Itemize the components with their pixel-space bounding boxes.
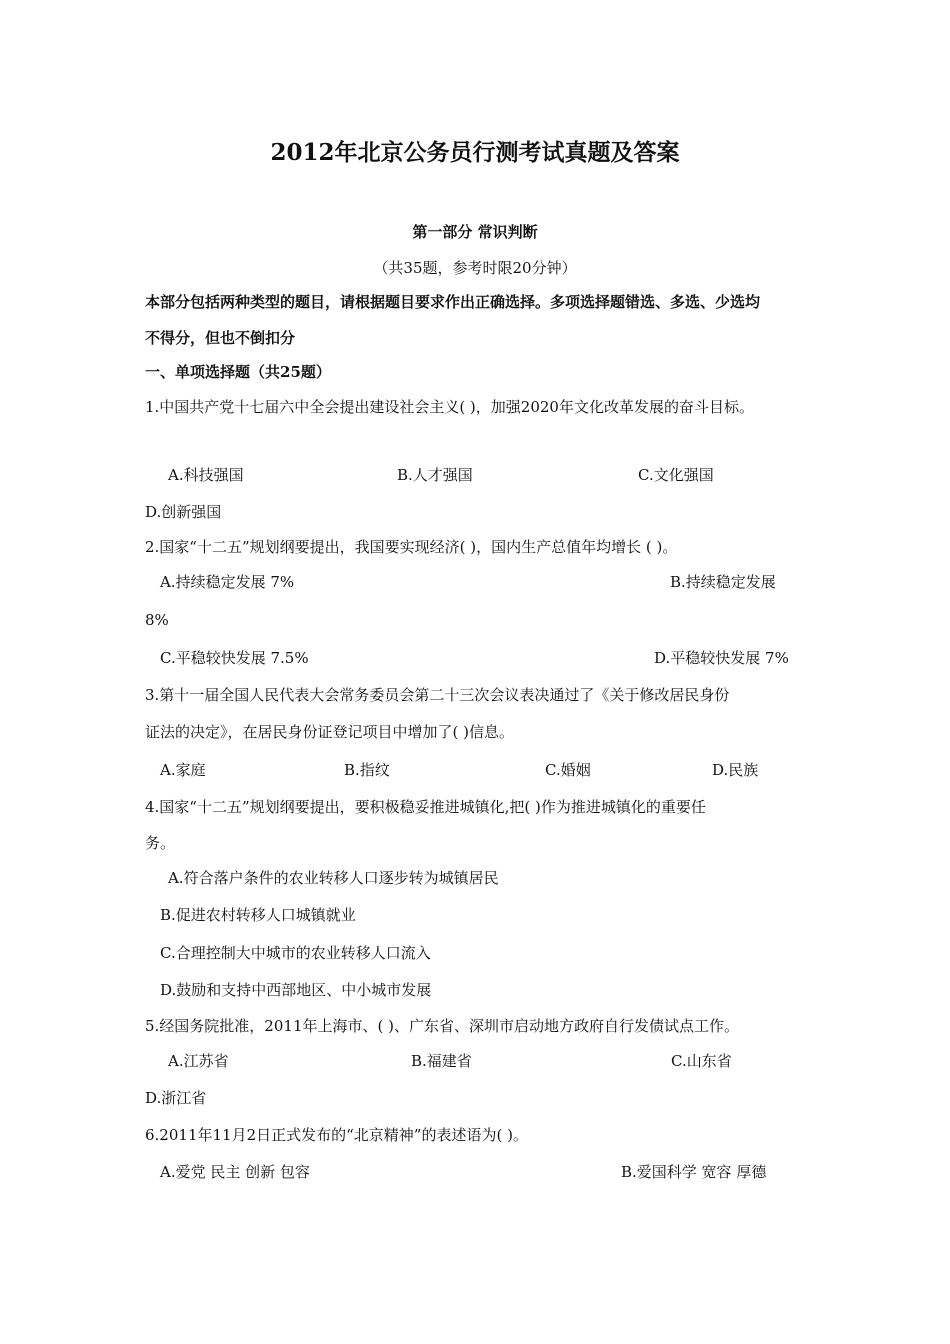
question-1-stem: 1.中国共产党十七届六中全会提出建设社会主义( )，加强2020年文化改革发展的奋斗目标。 [145, 398, 754, 416]
section-note: （共35题，参考时限20分钟） [373, 259, 577, 277]
question-1-option-d: D.创新强国 [145, 503, 222, 521]
question-5-option-c: C.山东省 [671, 1052, 732, 1070]
question-3-option-b: B.指纹 [344, 761, 390, 779]
question-4-option-b: B.促进农村转移人口城镇就业 [160, 906, 356, 924]
document-title: 2012年北京公务员行测考试真题及答案 [270, 139, 680, 166]
section-title: 第一部分 常识判断 [412, 223, 538, 241]
question-4-option-a: A.符合落户条件的农业转移人口逐步转为城镇居民 [168, 869, 499, 887]
question-5-option-a: A.江苏省 [168, 1052, 229, 1070]
question-1-option-b: B.人才强国 [397, 466, 473, 484]
question-2-option-a: A.持续稳定发展 7% [160, 573, 295, 591]
question-5-stem: 5.经国务院批准，2011年上海市、( )、广东省、深圳市启动地方政府自行发债试点工作。 [145, 1017, 739, 1035]
question-2-option-c: C.平稳较快发展 7.5% [160, 649, 309, 667]
question-1-option-a: A.科技强国 [168, 466, 244, 484]
subsection-heading: 一、单项选择题（共25题） [145, 363, 331, 381]
question-4-option-c: C.合理控制大中城市的农业转移人口流入 [160, 944, 431, 962]
question-3-stem-line-1: 3.第十一届全国人民代表大会常务委员会第二十三次会议表决通过了《关于修改居民身份 [145, 686, 730, 704]
question-3-stem-line-2: 证法的决定》，在居民身份证登记项目中增加了( )信息。 [145, 723, 514, 741]
question-3-option-a: A.家庭 [160, 761, 206, 779]
question-5-option-d: D.浙江省 [145, 1089, 207, 1107]
question-4-option-d: D.鼓励和支持中西部地区、中小城市发展 [160, 981, 432, 999]
instructions-line-1: 本部分包括两种类型的题目，请根据题目要求作出正确选择。多项选择题错选、多选、少选均 [145, 293, 761, 311]
question-1-option-c: C.文化强国 [638, 466, 714, 484]
question-2-option-d: D.平稳较快发展 7% [654, 649, 789, 667]
question-6-option-a: A.爱党 民主 创新 包容 [160, 1163, 310, 1181]
question-3-option-c: C.婚姻 [545, 761, 591, 779]
question-3-option-d: D.民族 [712, 761, 759, 779]
question-2-stem: 2.国家“十二五”规划纲要提出，我国要实现经济( )，国内生产总值年均增长 ( )。 [145, 538, 678, 556]
question-4-stem-line-1: 4.国家“十二五”规划纲要提出，要积极稳妥推进城镇化,把( )作为推进城镇化的重要任 [145, 798, 706, 816]
question-6-option-b: B.爱国科学 宽容 厚德 [621, 1163, 767, 1181]
question-4-stem-line-2: 务。 [145, 834, 176, 852]
question-5-option-b: B.福建省 [411, 1052, 472, 1070]
question-6-stem: 6.2011年11月2日正式发布的“北京精神”的表述语为( )。 [145, 1126, 528, 1144]
question-2-option-b: B.持续稳定发展 [670, 573, 776, 591]
question-2-option-b-cont: 8% [145, 611, 169, 629]
instructions-line-2: 不得分，但也不倒扣分 [145, 329, 296, 347]
